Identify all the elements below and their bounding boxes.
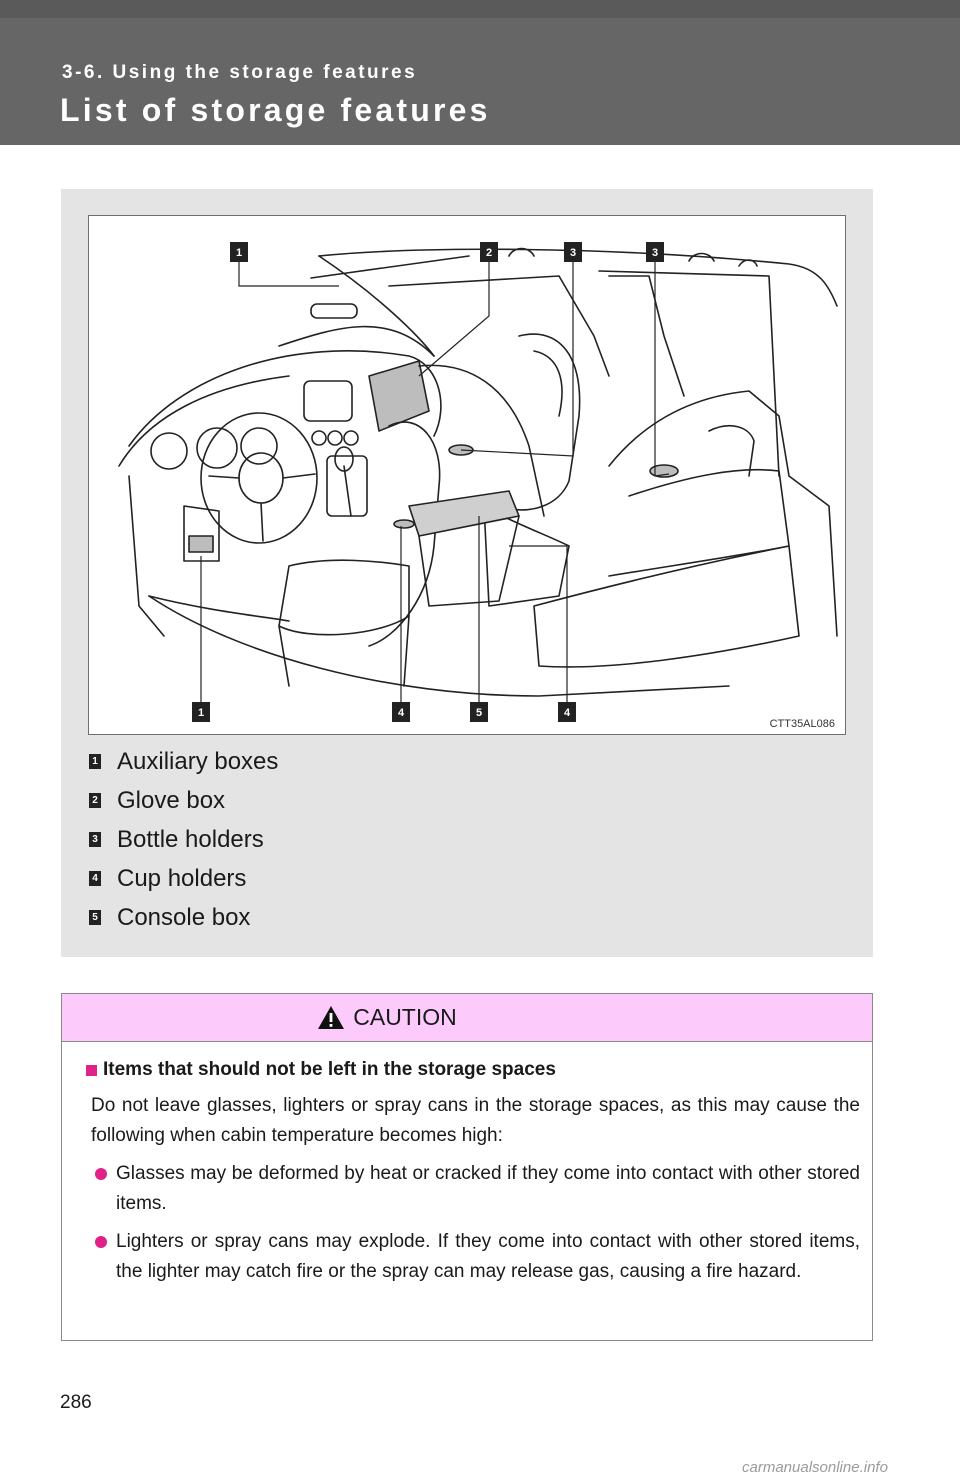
legend-number-badge: 5 <box>89 910 101 925</box>
legend-number-badge: 2 <box>89 793 101 808</box>
caution-box <box>61 993 873 1341</box>
circle-bullet-icon <box>95 1236 107 1248</box>
warning-triangle-icon <box>317 1005 345 1030</box>
circle-bullet-icon <box>95 1168 107 1180</box>
callout-badge-text: 3 <box>651 247 659 259</box>
figure-legend <box>89 742 278 937</box>
legend-item <box>89 859 278 898</box>
page-title: List of storage features <box>60 92 491 128</box>
callout-badge-text: 4 <box>397 707 405 719</box>
section-header <box>0 0 960 145</box>
caution-bullet <box>91 1227 860 1287</box>
caution-intro: Do not leave glasses, lighters or spray cans in the storage spaces, as this may cause the following when cabin temperature becomes high: <box>91 1095 860 1146</box>
interior-illustration <box>88 215 846 735</box>
page-number: 286 <box>60 1392 92 1413</box>
legend-item <box>89 781 278 820</box>
callout-badge-text: 4 <box>563 707 571 719</box>
callout-badge-text: 1 <box>197 707 205 719</box>
legend-label: Glove box <box>117 786 226 814</box>
callout-badge-text: 2 <box>485 247 493 259</box>
section-label: 3-6. Using the storage features <box>62 62 418 83</box>
legend-number-badge: 4 <box>89 871 101 886</box>
caution-bullet <box>91 1159 860 1219</box>
watermark: carmanualsonline.info <box>742 1459 888 1476</box>
figure-panel <box>61 189 873 957</box>
callout-badge-text: 3 <box>569 247 577 259</box>
caution-heading <box>86 1059 860 1081</box>
legend-number-badge: 3 <box>89 832 101 847</box>
caution-bullet-text: Lighters or spray cans may explode. If they come into contact with other stored items, the lighter may catch fire or the spray can may release gas, causing a fire hazard. <box>116 1231 860 1282</box>
legend-item <box>89 820 278 859</box>
caution-label: CAUTION <box>353 1004 457 1030</box>
callout-badge-text: 5 <box>475 707 483 719</box>
legend-label: Auxiliary boxes <box>117 747 279 775</box>
legend-label: Cup holders <box>117 864 247 892</box>
callout-badge-text: 1 <box>235 247 243 259</box>
figure-code: CTT35AL086 <box>769 718 835 730</box>
legend-label: Bottle holders <box>117 825 264 853</box>
cabin-line-drawing <box>89 216 845 734</box>
caution-body <box>62 1042 872 1287</box>
legend-item <box>89 898 278 937</box>
legend-label: Console box <box>117 903 251 931</box>
square-bullet-icon <box>86 1065 97 1076</box>
legend-item <box>89 742 278 781</box>
caution-heading-text: Items that should not be left in the storage spaces <box>103 1059 556 1080</box>
legend-number-badge: 1 <box>89 754 101 769</box>
caution-header <box>62 994 872 1042</box>
caution-bullet-text: Glasses may be deformed by heat or cracked if they come into contact with other stored items. <box>116 1163 860 1214</box>
